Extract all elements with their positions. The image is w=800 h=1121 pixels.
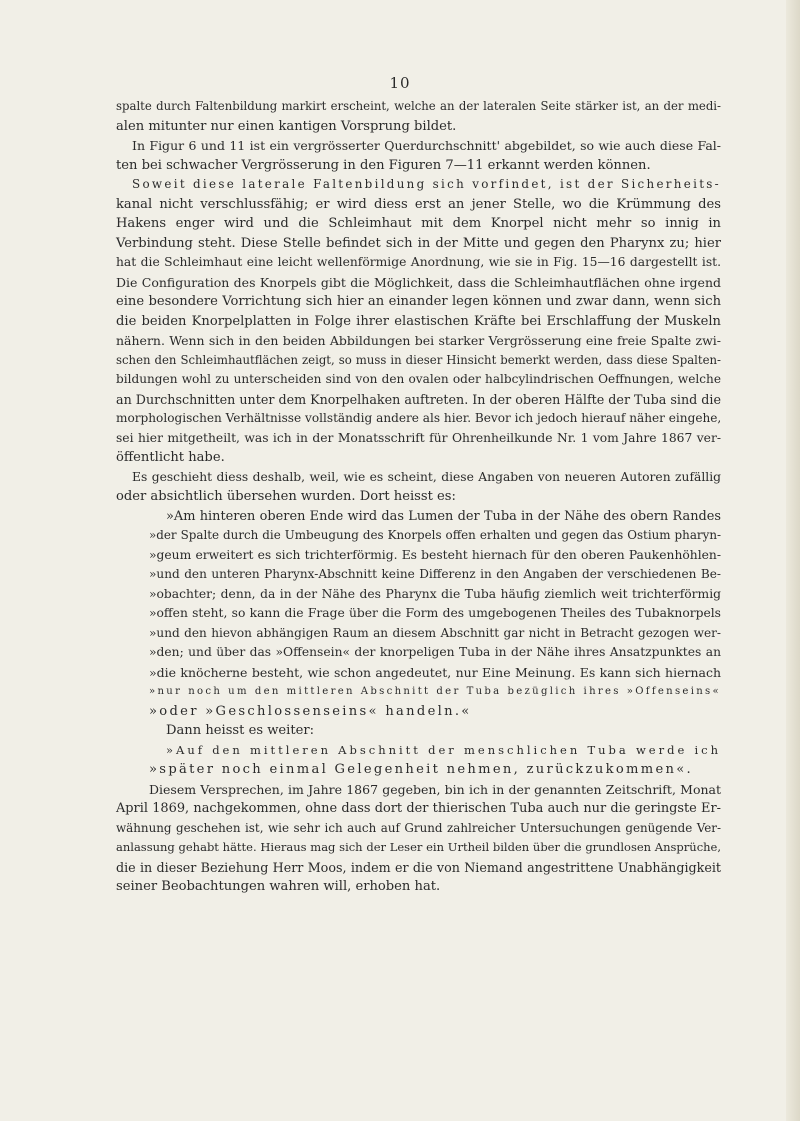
quote-line: »der Spalte durch die Umbeugung des Knorpels offen erhalten und gegen das Ostium pharyn-	[149, 528, 721, 542]
text-line: Soweit diese laterale Faltenbildung sich vorfindet, ist der Sicherheits-	[132, 177, 721, 191]
quote-line: »offen steht, so kann die Frage über die Form des umgebogenen Theiles des Tubaknorpels	[149, 606, 721, 620]
text-line: April 1869, nachgekommen, ohne dass dort der thierischen Tuba auch nur die geringste Er-	[116, 801, 721, 816]
text-line: bildungen wohl zu unterscheiden sind von den ovalen oder halbcylindrischen Oeffnungen, welche	[116, 372, 721, 386]
text-line: Verbindung steht. Diese Stelle befindet sich in der Mitte und gegen den Pharynx zu; hier	[116, 235, 721, 251]
text-line: anlassung gehabt hätte. Hieraus mag sich der Leser ein Urtheil bilden über die grundlosen Ansprüche,	[116, 840, 721, 854]
quote-line: »Auf den mittleren Abschnitt der menschlichen Tuba werde ich	[166, 742, 721, 757]
text-line: Es geschieht diess deshalb, weil, wie es scheint, diese Angaben von neueren Autoren zufällig	[132, 469, 721, 484]
text-line: eine besondere Vorrichtung sich hier an einander legen können und zwar dann, wenn sich	[116, 294, 721, 309]
text-line: Dann heisst es weiter:	[166, 723, 315, 738]
text-line: spalte durch Faltenbildung markirt erscheint, welche an der lateralen Seite stärker ist, an der medi-	[116, 99, 721, 113]
text-line: nähern. Wenn sich in den beiden Abbildungen bei starker Vergrösserung eine freie Spalte zwi-	[116, 333, 721, 348]
text-line: oder absichtlich übersehen wurden. Dort heisst es:	[116, 489, 456, 504]
text-line: öffentlicht habe.	[116, 450, 225, 465]
text-line: alen mitunter nur einen kantigen Vorsprung bildet.	[116, 118, 457, 134]
text-line: In Figur 6 und 11 ist ein vergrösserter Querdurchschnitt' abgebildet, so wie auch diese Fal-	[132, 138, 721, 153]
body-text	[116, 97, 721, 897]
text-line: seiner Beobachtungen wahren will, erhoben hat.	[116, 879, 441, 894]
text-line: die beiden Knorpelplatten in Folge ihrer elastischen Kräfte bei Erschlaffung der Muskeln	[116, 313, 721, 329]
text-line: hat die Schleimhaut eine leicht wellenförmige Anordnung, wie sie in Fig. 15—16 dargestellt ist.	[116, 255, 721, 269]
text-line: Diesem Versprechen, im Jahre 1867 gegeben, bin ich in der genannten Zeitschrift, Monat	[149, 781, 721, 797]
text-line: sei hier mitgetheilt, was ich in der Monatsschrift für Ohrenheilkunde Nr. 1 vom Jahre 1867 ver-	[116, 430, 721, 445]
text-line: wähnung geschehen ist, wie sehr ich auch auf Grund zahlreicher Untersuchungen genügende Ver-	[116, 820, 721, 835]
text-line: die in dieser Beziehung Herr Moos, indem er die von Niemand angestrittene Unabhängigkeit	[116, 859, 721, 875]
quote-line: »später noch einmal Gelegenheit nehmen, zurückzukommen«.	[149, 762, 694, 777]
quote-line: »Am hinteren oberen Ende wird das Lumen der Tuba in der Nähe des obern Randes	[166, 508, 721, 524]
page-number: 10	[389, 74, 411, 92]
text-line: an Durchschnitten unter dem Knorpelhaken auftreten. In der oberen Hälfte der Tuba sind die	[116, 391, 721, 407]
text-line: schen den Schleimhautflächen zeigt, so muss in dieser Hinsicht bemerkt werden, dass diese Spalten-	[116, 352, 721, 367]
quote-line: »geum erweitert es sich trichterförmig. Es besteht hiernach für den oberen Paukenhöhlen-	[149, 547, 721, 562]
quote-line: »obachter; denn, da in der Nähe des Pharynx die Tuba häufig ziemlich weit trichterförmig	[149, 586, 721, 601]
text-line: kanal nicht verschlussfähig; er wird diess erst an jener Stelle, wo die Krümmung des	[116, 196, 721, 212]
text-line: ten bei schwacher Vergrösserung in den Figuren 7—11 erkannt werden können.	[116, 157, 651, 173]
quote-line: »oder »Geschlossenseins« handeln.«	[149, 703, 472, 719]
quote-line: »den; und über das »Offensein« der knorpeligen Tuba in der Nähe ihres Ansatzpunktes an	[149, 645, 721, 659]
quote-line: »und den unteren Pharynx-Abschnitt keine Differenz in den Angaben der verschiedenen Be-	[149, 567, 721, 581]
text-line: Die Configuration des Knorpels gibt die Möglichkeit, dass die Schleimhautflächen ohne irgend	[116, 274, 721, 290]
quote-line: »die knöcherne besteht, wie schon angedeutet, nur Eine Meinung. Es kann sich hiernach	[149, 664, 721, 680]
page-edge	[786, 0, 800, 1121]
quote-line: »nur noch um den mittleren Abschnitt der Tuba bezüglich ihres »Offenseins«	[149, 686, 721, 697]
text-line: morphologischen Verhältnisse vollständig andere als hier. Bevor ich jedoch hierauf näher eingehe,	[116, 411, 722, 425]
quote-line: »und den hievon abhängigen Raum an diesem Abschnitt gar nicht in Betracht gezogen wer-	[149, 625, 721, 640]
text-line: Hakens enger wird und die Schleimhaut mit dem Knorpel nicht mehr so innig in	[116, 216, 721, 231]
